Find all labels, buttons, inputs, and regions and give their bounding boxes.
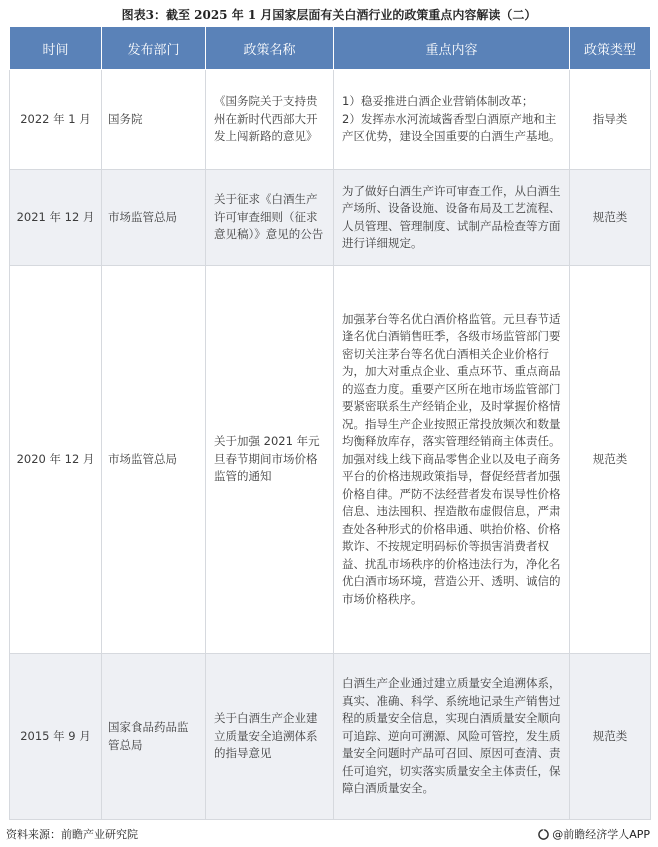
cell-time: 2015 年 9 月: [10, 654, 102, 820]
cell-policy-name: 关于白酒生产企业建立质量安全追溯体系的指导意见: [206, 654, 334, 820]
header-time: 时间: [10, 27, 102, 70]
cell-type: 指导类: [570, 70, 651, 170]
cell-dept: 市场监管总局: [102, 170, 206, 266]
cell-time: 2022 年 1 月: [10, 70, 102, 170]
key-line: 2）发挥赤水河流域酱香型白酒原产地和主产区优势，建设全国重要的白酒生产基地。: [342, 111, 561, 144]
cell-policy-name: 《国务院关于支持贵州在新时代西部大开发上闯新路的意见》: [206, 70, 334, 170]
table-row: [10, 70, 651, 170]
key-line: 白酒生产企业通过建立质量安全追溯体系，真实、准确、科学、系统地记录生产销售过程的质量安全信息，实现白酒质量安全顺向可追踪、逆向可溯源、风险可管控，发生质量安全问题时产品可召回、原因可查清、责任可追究，切实落实质量安全主体责任，保障白酒质量安全。: [342, 676, 561, 796]
header-key: 重点内容: [334, 27, 570, 70]
table-row: [10, 266, 651, 654]
cell-key-content: [334, 266, 570, 654]
cell-policy-name: 关于征求《白酒生产许可审查细则（征求意见稿）》意见的公告: [206, 170, 334, 266]
cell-key-content: [334, 70, 570, 170]
cell-dept: 国家食品药品监管总局: [102, 654, 206, 820]
table-row: [10, 654, 651, 820]
header-type: 政策类型: [570, 27, 651, 70]
cell-dept: 国务院: [102, 70, 206, 170]
header-dept: 发布部门: [102, 27, 206, 70]
brand-logo-icon: [538, 829, 549, 840]
key-line: 1）稳妥推进白酒企业营销体制改革；: [342, 94, 534, 109]
cell-type: 规范类: [570, 654, 651, 820]
cell-time: 2020 年 12 月: [10, 266, 102, 654]
cell-type: 规范类: [570, 170, 651, 266]
cell-key-content: [334, 654, 570, 820]
brand-credit: [538, 826, 650, 842]
policy-table: [9, 26, 651, 820]
table-row: [10, 170, 651, 266]
source-note: 资料来源：前瞻产业研究院: [6, 828, 138, 841]
key-line: 加强茅台等名优白酒价格监管。元旦春节适逢名优白酒销售旺季，各级市场监管部门要密切关注茅台等名优白酒相关企业价格行为，加大对重点企业、重点环节、重点商品的巡查力度。重要产区所在地市场监管部门要紧密联系生产经销企业，及时掌握价格情况。指导生产企业按照正常投放频次和数量均衡释放库存，落实管理经销商主体责任。加强对线上线下商品零售企业以及电子商务平台的价格违规政策指导，督促经营者加强价格自律。严防不法经营者发布误导性价格信息、违法囤积、捏造散布虚假信息，严肃查处各种形式的价格串通、哄抬价格、价格欺诈、不按规定明码标价等损害消费者权益、扰乱市场秩序的价格违法行为，净化名优白酒市场环境，营造公开、透明、诚信的市场价格秩序。: [342, 311, 561, 606]
table-header-row: [10, 27, 651, 70]
brand-label: @前瞻经济学人APP: [552, 828, 650, 841]
cell-type: 规范类: [570, 266, 651, 654]
header-name: 政策名称: [206, 27, 334, 70]
cell-time: 2021 年 12 月: [10, 170, 102, 266]
cell-key-content: [334, 170, 570, 266]
cell-dept: 市场监管总局: [102, 266, 206, 654]
cell-policy-name: 关于加强 2021 年元旦春节期间市场价格监管的通知: [206, 266, 334, 654]
figure-title: 图表3：截至 2025 年 1 月国家层面有关白酒行业的政策重点内容解读（二）: [121, 8, 537, 22]
key-line: 为了做好白酒生产许可审查工作，从白酒生产场所、设备设施、设备布局及工艺流程、人员管理、管理制度、试制产品检查等方面进行详细规定。: [342, 183, 561, 250]
